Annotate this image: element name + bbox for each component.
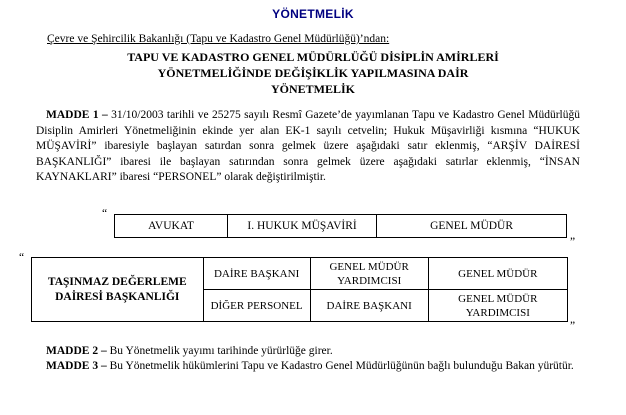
table-2-open-quote: “ [19, 252, 25, 264]
table-2-close-quote: ” [570, 320, 576, 332]
article-3-text: Bu Yönetmelik hükümlerini Tapu ve Kadastro Genel Müdürlüğünün bağlı bulunduğu Bakan yürütür. [106, 360, 574, 372]
article-1 [36, 108, 580, 186]
table-1-open-quote: “ [102, 208, 108, 220]
table-2-r2-c1: DİĞER PERSONEL [203, 290, 310, 322]
table-1-cell-3: GENEL MÜDÜR [377, 215, 567, 238]
table-row [115, 215, 567, 238]
table-2-r1-c1: DAİRE BAŞKANI [203, 258, 310, 290]
issuing-authority: Çevre ve Şehircilik Bakanlığı (Tapu ve Kadastro Genel Müdürlüğü)’ndan: [47, 33, 390, 45]
table-row [32, 258, 568, 290]
table-2-r2-c2: DAİRE BAŞKANI [310, 290, 428, 322]
regulation-title [0, 49, 626, 97]
table-2-r2-c3: GENEL MÜDÜR YARDIMCISI [428, 290, 567, 322]
article-3 [36, 359, 580, 375]
table-1-cell-1: AVUKAT [115, 215, 228, 238]
table-2-r1-c3: GENEL MÜDÜR [428, 258, 567, 290]
article-3-label: MADDE 3 – [46, 360, 107, 372]
table-1-cell-2: I. HUKUK MÜŞAVİRİ [228, 215, 377, 238]
table-1 [114, 214, 567, 238]
article-2-label: MADDE 2 – [46, 345, 107, 357]
table-2 [31, 257, 568, 322]
article-2 [36, 344, 580, 360]
article-1-text: 31/10/2003 tarihli ve 25275 sayılı Resmî Gazete’de yayımlanan Tapu ve Kadastro Genel Müdürlüğü Disiplin Amirleri Yönetmeliğinin ekinde yer alan EK-1 sayılı cetvelin; Hukuk Müşavirliği kısmına “HUKUK MÜŞAVİRİ” ibaresiyle başlayan satırdan sonra gelmek üzere aşağıdaki satır eklenmiş, “ARŞİV DAİRESİ BAŞKANLIĞI” ibaresi ile başlayan satırından sonra gelmek üzere aşağıdaki satırlar eklenmiş, “İNSAN KAYNAKLARI” ibaresi “PERSONEL” olarak değiştirilmiştir. [36, 109, 580, 183]
table-1-close-quote: ” [570, 236, 576, 248]
article-1-label: MADDE 1 – [46, 109, 108, 121]
regulation-title-line-1: TAPU VE KADASTRO GENEL MÜDÜRLÜĞÜ DİSİPLİN AMİRLERİ [127, 50, 499, 64]
table-2-r1-c2: GENEL MÜDÜR YARDIMCISI [310, 258, 428, 290]
regulation-title-line-2: YÖNETMELİĞİNDE DEĞİŞİKLİK YAPILMASINA DAİR [157, 66, 469, 80]
article-2-text: Bu Yönetmelik yayımı tarihinde yürürlüğe girer. [106, 345, 333, 357]
regulation-title-line-3: YÖNETMELİK [270, 82, 355, 96]
document-header: YÖNETMELİK [272, 7, 354, 21]
table-2-lead-cell: TAŞINMAZ DEĞERLEME DAİRESİ BAŞKANLIĞI [32, 258, 204, 322]
